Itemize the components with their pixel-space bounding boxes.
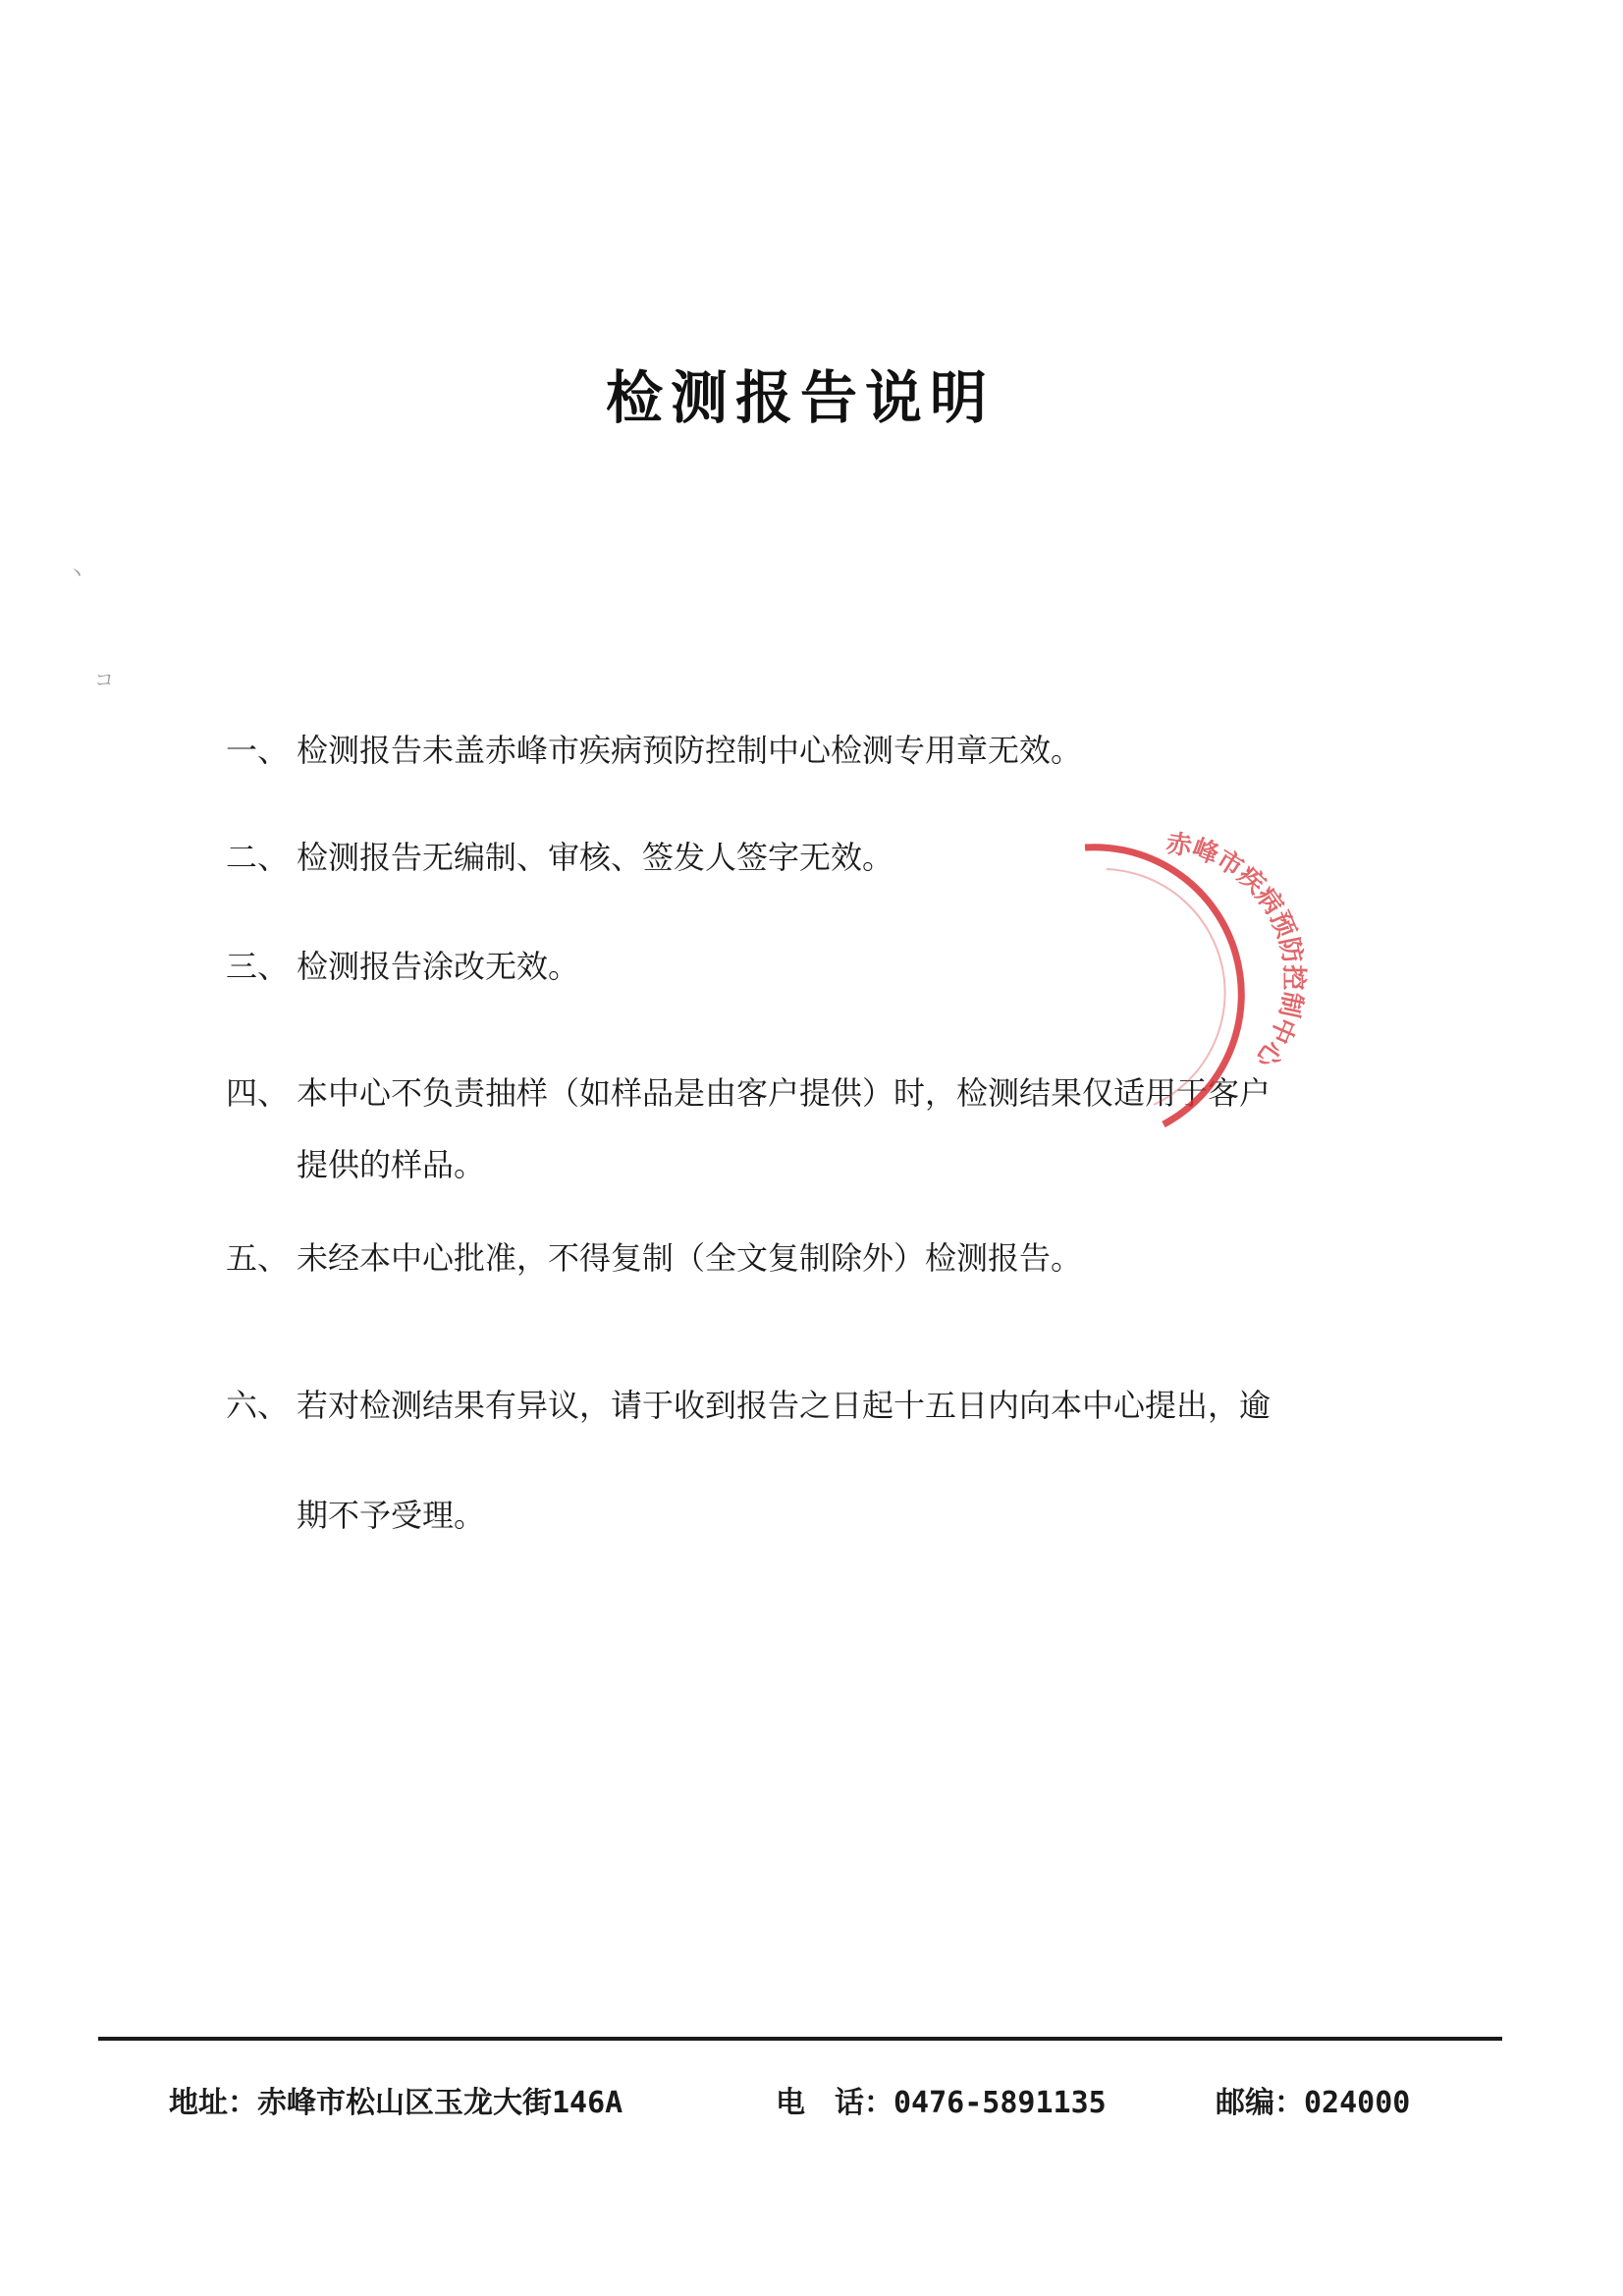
note-item-6 — [226, 1350, 1335, 1570]
scan-artifact: 丶 — [67, 562, 86, 585]
note-continuation: 提供的样品。 — [297, 1146, 486, 1183]
footer-phone — [776, 2078, 1107, 2121]
footer-address — [169, 2078, 622, 2121]
seal-text: 赤峰市疾病预防控制中心 — [1163, 830, 1308, 1073]
note-text: 本中心不负责抽样（如样品是由客户提供）时，检测结果仅适用于客户 — [297, 1074, 1271, 1112]
note-text: 未经本中心批准，不得复制（全文复制除外）检测报告。 — [297, 1239, 1083, 1277]
address-label: 地址： — [169, 2086, 257, 2120]
note-continuation: 期不予受理。 — [297, 1497, 486, 1534]
phone-value: 0476-5891135 — [893, 2086, 1107, 2120]
postcode-value: 024000 — [1304, 2086, 1411, 2120]
address-value: 赤峰市松山区玉龙大街146A — [257, 2086, 623, 2120]
footer-postcode — [1216, 2078, 1410, 2121]
postcode-label: 邮编： — [1216, 2086, 1304, 2120]
note-marker: 五、 — [226, 1239, 290, 1277]
official-seal — [1016, 830, 1321, 1134]
note-text: 检测报告未盖赤峰市疾病预防控制中心检测专用章无效。 — [297, 732, 1083, 769]
note-marker: 四、 — [226, 1074, 290, 1112]
phone-label: 电 话： — [776, 2086, 893, 2120]
note-marker: 六、 — [226, 1387, 290, 1424]
note-item-5 — [226, 1240, 1335, 1276]
footer-divider — [98, 2037, 1502, 2041]
note-item-1 — [226, 733, 1335, 768]
seal-ring — [1085, 847, 1241, 1124]
scan-artifact: コ — [94, 668, 114, 691]
page-title: 检测报告说明 — [605, 364, 995, 431]
note-text: 检测报告涂改无效。 — [297, 948, 580, 985]
note-marker: 二、 — [226, 839, 290, 876]
note-text: 检测报告无编制、审核、签发人签字无效。 — [297, 839, 894, 876]
note-marker: 一、 — [226, 732, 290, 769]
note-marker: 三、 — [226, 948, 290, 985]
note-text: 若对检测结果有异议，请于收到报告之日起十五日内向本中心提出，逾 — [297, 1387, 1271, 1424]
